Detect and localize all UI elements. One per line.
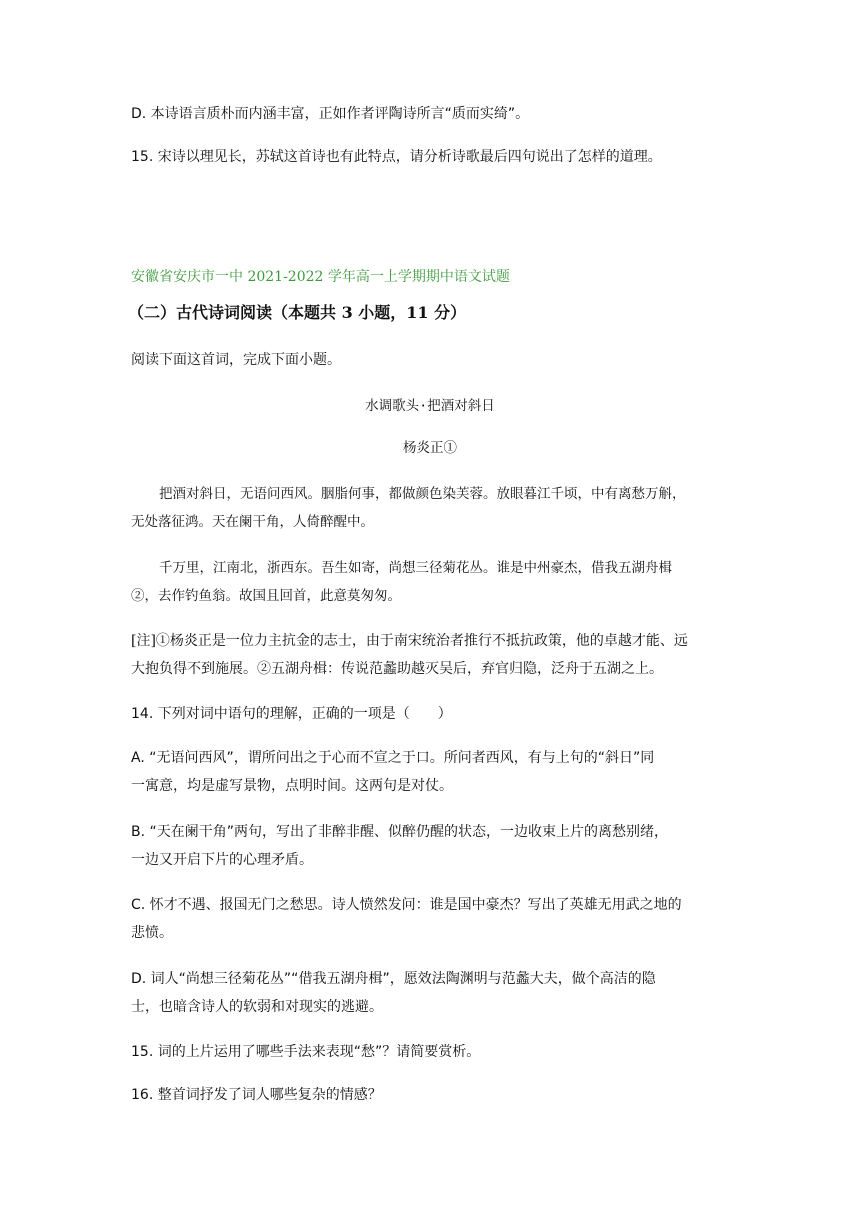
option-a: 一寓意，均是虚写景物，点明时间。这两句是对仗。	[131, 778, 453, 794]
prev-question-15: 15. 宋诗以理见长，苏轼这首诗也有此特点，请分析诗歌最后四句说出了怎样的道理。	[131, 149, 662, 165]
option-d: 士，也暗含诗人的软弱和对现实的逃避。	[131, 999, 383, 1015]
poem-stanza1-line: 把酒对斜日，无语问西风。胭脂何事，都做颜色染芙蓉。放眼暮江千顷，中有离愁万斛，	[159, 486, 686, 502]
question-14-stem: 14. 下列对词中语句的理解，正确的一项是（ ）	[131, 706, 452, 722]
option-b: B. “天在阑干角”两句，写出了非醉非醒、似醉仍醒的状态，一边收束上片的离愁别绪，	[131, 824, 669, 840]
option-b: 一边又开启下片的心理矛盾。	[131, 852, 313, 868]
poem-title: 水调歌头·把酒对斜日	[365, 398, 495, 414]
note-line: 大抱负得不到施展。②五湖舟楫：传说范蠡助越灭吴后，弃官归隐，泛舟于五湖之上。	[131, 661, 663, 677]
option-c: C. 怀才不遇、报国无门之愁思。诗人愤然发问：谁是国中豪杰？写出了英雄无用武之地的	[131, 897, 682, 913]
instruction-text: 阅读下面这首词，完成下面小题。	[131, 352, 341, 368]
source-line: 安徽省安庆市一中 2021-2022 学年高一上学期期中语文试题	[131, 269, 510, 285]
question-16: 16. 整首词抒发了词人哪些复杂的情感？	[131, 1087, 382, 1103]
poem-stanza1-line: 无处落征鸿。天在阑干角，人倚醉醒中。	[131, 514, 374, 530]
section-heading: （二）古代诗词阅读（本题共 3 小题，11 分）	[128, 303, 467, 322]
note-line: [注]①杨炎正是一位力主抗金的志士，由于南宋统治者推行不抵抗政策，他的卓越才能、远	[131, 633, 688, 649]
poem-stanza2-line: 千万里，江南北，浙西东。吾生如寄，尚想三径菊花丛。谁是中州豪杰，借我五湖舟楫	[159, 560, 672, 576]
prev-option-d: D. 本诗语言质朴而内涵丰富，正如作者评陶诗所言“质而实绮”。	[131, 106, 530, 122]
option-a: A. “无语问西风”，谓所问出之于心而不宣之于口。所问者西风，有与上句的“斜日”同	[131, 750, 655, 766]
option-c: 悲愤。	[131, 925, 173, 941]
question-15: 15. 词的上片运用了哪些手法来表现“愁”？请简要赏析。	[131, 1044, 481, 1060]
poem-author: 杨炎正①	[403, 440, 457, 456]
poem-stanza2-line: ②，去作钓鱼翁。故国且回首，此意莫匆匆。	[131, 588, 401, 604]
option-d: D. 词人“尚想三径菊花丛”“借我五湖舟楫”，愿效法陶渊明与范蠡大夫，做个高洁的隐	[131, 971, 656, 987]
